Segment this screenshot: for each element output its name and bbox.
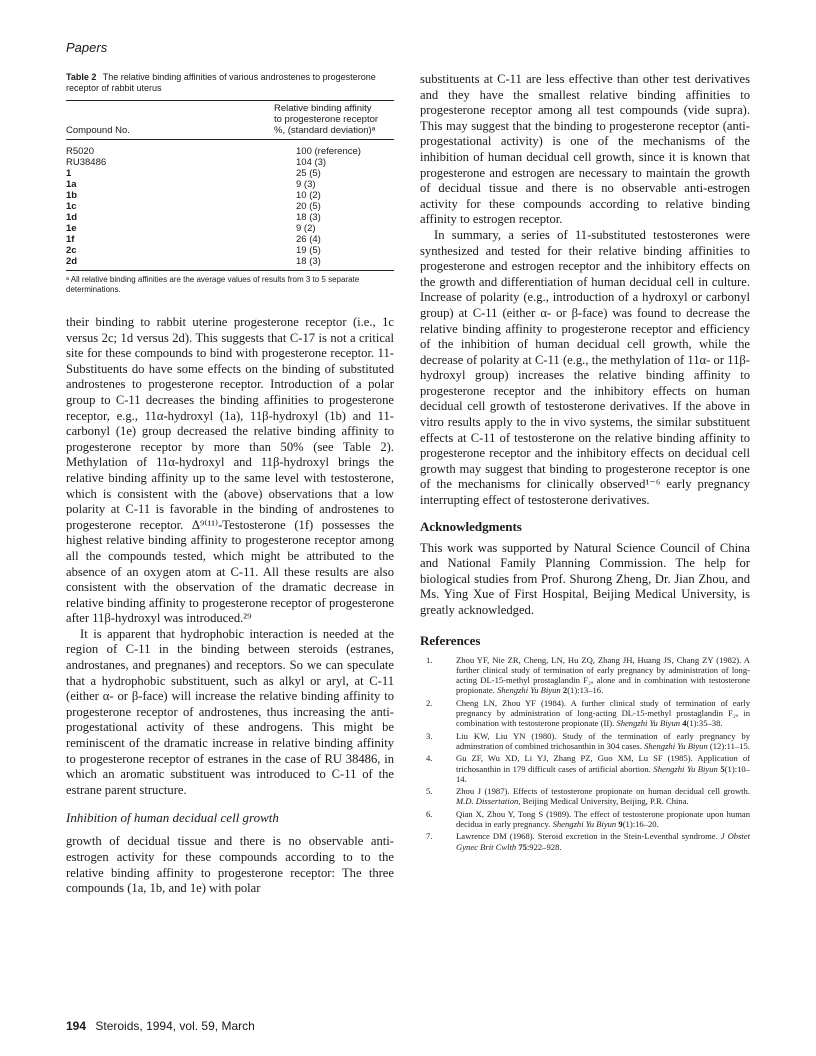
reference-list (420, 655, 750, 852)
table-row (66, 179, 394, 190)
left-paragraph: It is apparent that hydrophobic interaction is needed at the region of C-11 in the binding between steroids (estranes, androstanes, and pregnanes) and receptors. So we can speculate that a hydrophobic substituent, such as alkyl or aryl, at C-11 (either α- or β-face) will increase the relative binding affinity to progesterone receptor of androstenes, thus increasing the anti-progestational activity of these androgens. This might be reminiscent of the dramatic increase in relative binding affinity to progesterone receptor of estranes in the case of RU 38486, in which an aromatic substituent was introduced to C-11 of the estrane parent structure. (66, 626, 394, 797)
table-footnote: ᵃ All relative binding affinities are the average values of results from 3 to 5 separate determinations. (66, 275, 360, 294)
affinity-cell: 104 (3) (296, 157, 327, 168)
table-row (66, 212, 394, 223)
reference-volume: 5 (720, 763, 725, 774)
left-paragraph: their binding to rabbit uterine progesterone receptor (i.e., 1c versus 2c; 1d versus 2d). This suggests that C-17 is not a critical site for these compounds to bind with progesterone receptor. 11-Substituents do have some effects on the binding of substituted androstenes to progesterone receptor. Introduction of a polar group to C-11 decreases the binding affinities to progesterone receptor, e.g., 11α-hydroxyl (1a), 11β-hydroxyl (1b) and 11-carbonyl (1e) group decreased the relative binding affinity to progesterone receptor by more than 50% (see Table 2). Methylation of 11α-hydroxyl and 11β-hydroxyl brings the relative binding affinity up to the same level with testosterone, which is consistent with the (above) observations that a low polarity at C-11 is favorable in the binding of androstenes to progesterone receptor. Δ⁹⁽¹¹⁾-Testosterone (1f) possesses the highest relative binding affinity to progesterone receptor among all the compounds tested, which might be attributed to the absence of an oxygen atom at C-11. All these results are also consistent with the observation of the dramatic decrease in relative binding affinity to progesterone receptor of progesterone after 11β-hydroxyl was introduced.²⁹ (66, 315, 394, 626)
affinity-cell: 25 (5) (296, 168, 321, 179)
compound-cell: 1e (66, 223, 77, 234)
table-header-compound: Compound No. (66, 101, 274, 140)
reference-volume: 75 (518, 841, 527, 852)
reference-pages: (12):11–15. (707, 740, 750, 751)
affinity-cell: 9 (2) (296, 223, 316, 234)
acknowledgments-heading: Acknowledgments (420, 518, 522, 534)
affinity-cell: 18 (3) (274, 256, 394, 271)
affinity-cell: 26 (4) (296, 234, 321, 245)
page-footer (66, 1019, 255, 1033)
reference-pages: Beijing Medical University, Beijing, P.R. China. (520, 796, 689, 807)
reference-pages: (1):10–14. (456, 763, 750, 784)
reference-item (420, 831, 750, 852)
table-header-line: Relative binding affinity (274, 103, 372, 114)
table-row (66, 140, 394, 158)
reference-journal: Shengzhi Yu Biyun (653, 763, 718, 774)
compound-cell: 1c (66, 201, 77, 212)
table-caption-text: The relative binding affinities of various androstenes to progesterone receptor of rabbit uterus (66, 72, 376, 93)
reference-number: 5. (426, 786, 433, 797)
reference-item (420, 731, 750, 752)
reference-number: 6. (426, 808, 433, 819)
reference-journal: Shengzhi Yu Biyun (616, 718, 681, 729)
reference-text: Qian X, Zhou Y, Tong S (1989). The effect of testosterone propionate upon human decidua in early pregnancy. (456, 808, 750, 830)
running-head: Papers (66, 40, 108, 55)
acknowledgments-text: This work was supported by Natural Science Council of China and National Family Planning Commission. The help for biological studies from Prof. Shurong Zheng, Dr. Jian Zhou, and Ms. Ying Xue of First Hospital, Beijing Medical University, is greatly acknowledged. (420, 540, 750, 617)
reference-text: Zhou J (1987). Effects of testosterone propionate on human decidual cell growth. (456, 786, 750, 797)
table-row (66, 168, 394, 179)
reference-journal: Shengzhi Yu Biyun (644, 740, 708, 751)
right-paragraph: substituents at C-11 are less effective than other test derivatives and they have the smallest relative binding affinities to progesterone receptor among all test compounds (vide supra). This may suggest that the binding to progesterone receptor (anti-progestational activity) is one of the mechanisms of the inhibition of human decidual cell growth, since it is known that progesterone and estrogen are necessary to maintain the growth of decidual tissue and there is no observable anti-estrogen activity for these compounds according to relative binding affinity to estrogen receptor. (420, 72, 750, 227)
reference-item (420, 655, 750, 696)
reference-pages: (1):13–16. (567, 685, 604, 696)
reference-number: 7. (426, 831, 433, 842)
table-header-line: to progesterone receptor (274, 114, 379, 125)
table-row (66, 234, 394, 245)
compound-cell: 1b (66, 190, 78, 201)
reference-number: 2. (426, 697, 433, 708)
reference-journal: Shengzhi Yu Biyun (497, 685, 561, 696)
subsection-heading: Inhibition of human decidual cell growth (66, 810, 279, 826)
reference-text: Lawrence DM (1968). Steroid excretion in the Stein-Leventhal syndrome. (456, 831, 718, 842)
compound-cell: R5020 (66, 146, 94, 157)
reference-journal: Shengzhi Yu Biyun (552, 819, 617, 830)
reference-text: Cheng LN, Zhou YF (1984). A further clinical study of termination of early pregnancy by administration of long-acting DL-15-methyl prostaglandin F₂ₐ in combination with testosterone propionate (II). (456, 697, 750, 729)
table-header-affinity (274, 101, 394, 140)
reference-pages: :922–928. (526, 841, 562, 852)
table-row (66, 223, 394, 234)
compound-cell: RU38486 (66, 157, 107, 168)
table-label: Table 2 (66, 72, 97, 82)
reference-item (420, 809, 750, 830)
compound-cell: 2d (66, 256, 274, 271)
subsection-paragraph: growth of decidual tissue and there is no observable anti-estrogen activity for these compounds according to to the relative binding affinity to progesterone receptor: The three compounds (1a, 1b, and 1e) with polar (66, 834, 394, 896)
affinity-cell: 18 (3) (296, 212, 321, 223)
affinity-cell: 100 (reference) (296, 146, 361, 157)
page-number: 194 (66, 1019, 87, 1033)
table-body (66, 140, 394, 271)
table-caption (66, 72, 394, 94)
reference-volume: 2 (562, 685, 568, 696)
affinity-cell: 20 (5) (296, 201, 321, 212)
affinity-cell: 10 (2) (296, 190, 321, 201)
affinity-cell: 19 (5) (296, 245, 321, 256)
table-header-line: %, (standard deviation)ᵃ (274, 125, 376, 136)
table-row (66, 245, 394, 256)
table-row (66, 190, 394, 201)
table-row (66, 201, 394, 212)
reference-number: 3. (426, 730, 433, 741)
reference-text: Liu KW, Liu YN (1980). Study of the termination of early pregnancy by adminstration of combined trichosanthin in 304 cases. (456, 730, 750, 751)
reference-pages: (1):35–38. (686, 718, 723, 729)
compound-cell: 2c (66, 245, 77, 256)
reference-text: Zhou YF, Nie ZR, Cheng, LN, Hu ZQ, Zhang JH, Huang JS, Chang ZY (1982). A further clinical study of termination of early pregnancy by administration of long-acting DL-15-methyl prostaglandin F₂ₐ alone and in combination with testosterone propionate. (456, 654, 750, 696)
table-row (66, 157, 394, 168)
reference-item (420, 786, 750, 807)
table-row (66, 256, 394, 271)
compound-cell: 1d (66, 212, 78, 223)
compound-cell: 1 (66, 168, 72, 179)
right-column (420, 72, 750, 854)
reference-number: 1. (426, 654, 433, 665)
references-heading: References (420, 632, 481, 648)
reference-volume: 4 (682, 718, 687, 729)
compound-cell: 1f (66, 234, 75, 245)
reference-text: Gu ZF, Wu XD, Li YJ, Zhang PZ, Guo XM, Lu SF (1985). Application of trichosanthin in 179 difficult cases of artificial abortion. (456, 753, 750, 774)
journal-citation: Steroids, 1994, vol. 59, March (95, 1019, 255, 1033)
binding-affinity-table (66, 100, 394, 271)
left-column (66, 72, 394, 897)
reference-volume: 9 (618, 819, 623, 830)
reference-number: 4. (426, 753, 433, 764)
reference-item (420, 753, 750, 784)
right-paragraph: In summary, a series of 11-substituted testosterones were synthesized and tested for their relative binding affinities to progesterone and estrogen receptor and the inhibitory effects on the growth and differentiation of human decidual cell in culture. Increase of polarity (e.g., introduction of a hydroxyl or carbonyl group) at C-11 (either α- or β-face) was found to decrease the relative binding affinity to progesterone receptor and efficiency of the inhibition of human decidual cell growth, while the decrease of polarity at C-11 (e.g., the methylation of 11α- or 11β-hydroxyl group) increases the relative binding affinity to progesterone receptor and the inhibitory effects on human decidual cell growth of testosterone derivatives. If the above in vitro results apply to the in vivo systems, the similar substituent effects at C-11 of testosterone on the relative binding affinity to progesterone receptor and the inhibitory effects on decidual cell growth may suggest that binding to progesterone receptor is one of the mechanisms for clinically observed¹⁻⁶ early pregnancy interrupting effect of testosterone derivatives. (420, 227, 750, 508)
reference-pages: (1):16–20. (622, 819, 659, 830)
compound-cell: 1a (66, 179, 77, 190)
reference-journal: M.D. Dissertation, (456, 796, 521, 807)
affinity-cell: 9 (3) (296, 179, 316, 190)
reference-journal: J Obstet Gynec Brit Cwlth (456, 831, 751, 852)
reference-item (420, 698, 750, 729)
